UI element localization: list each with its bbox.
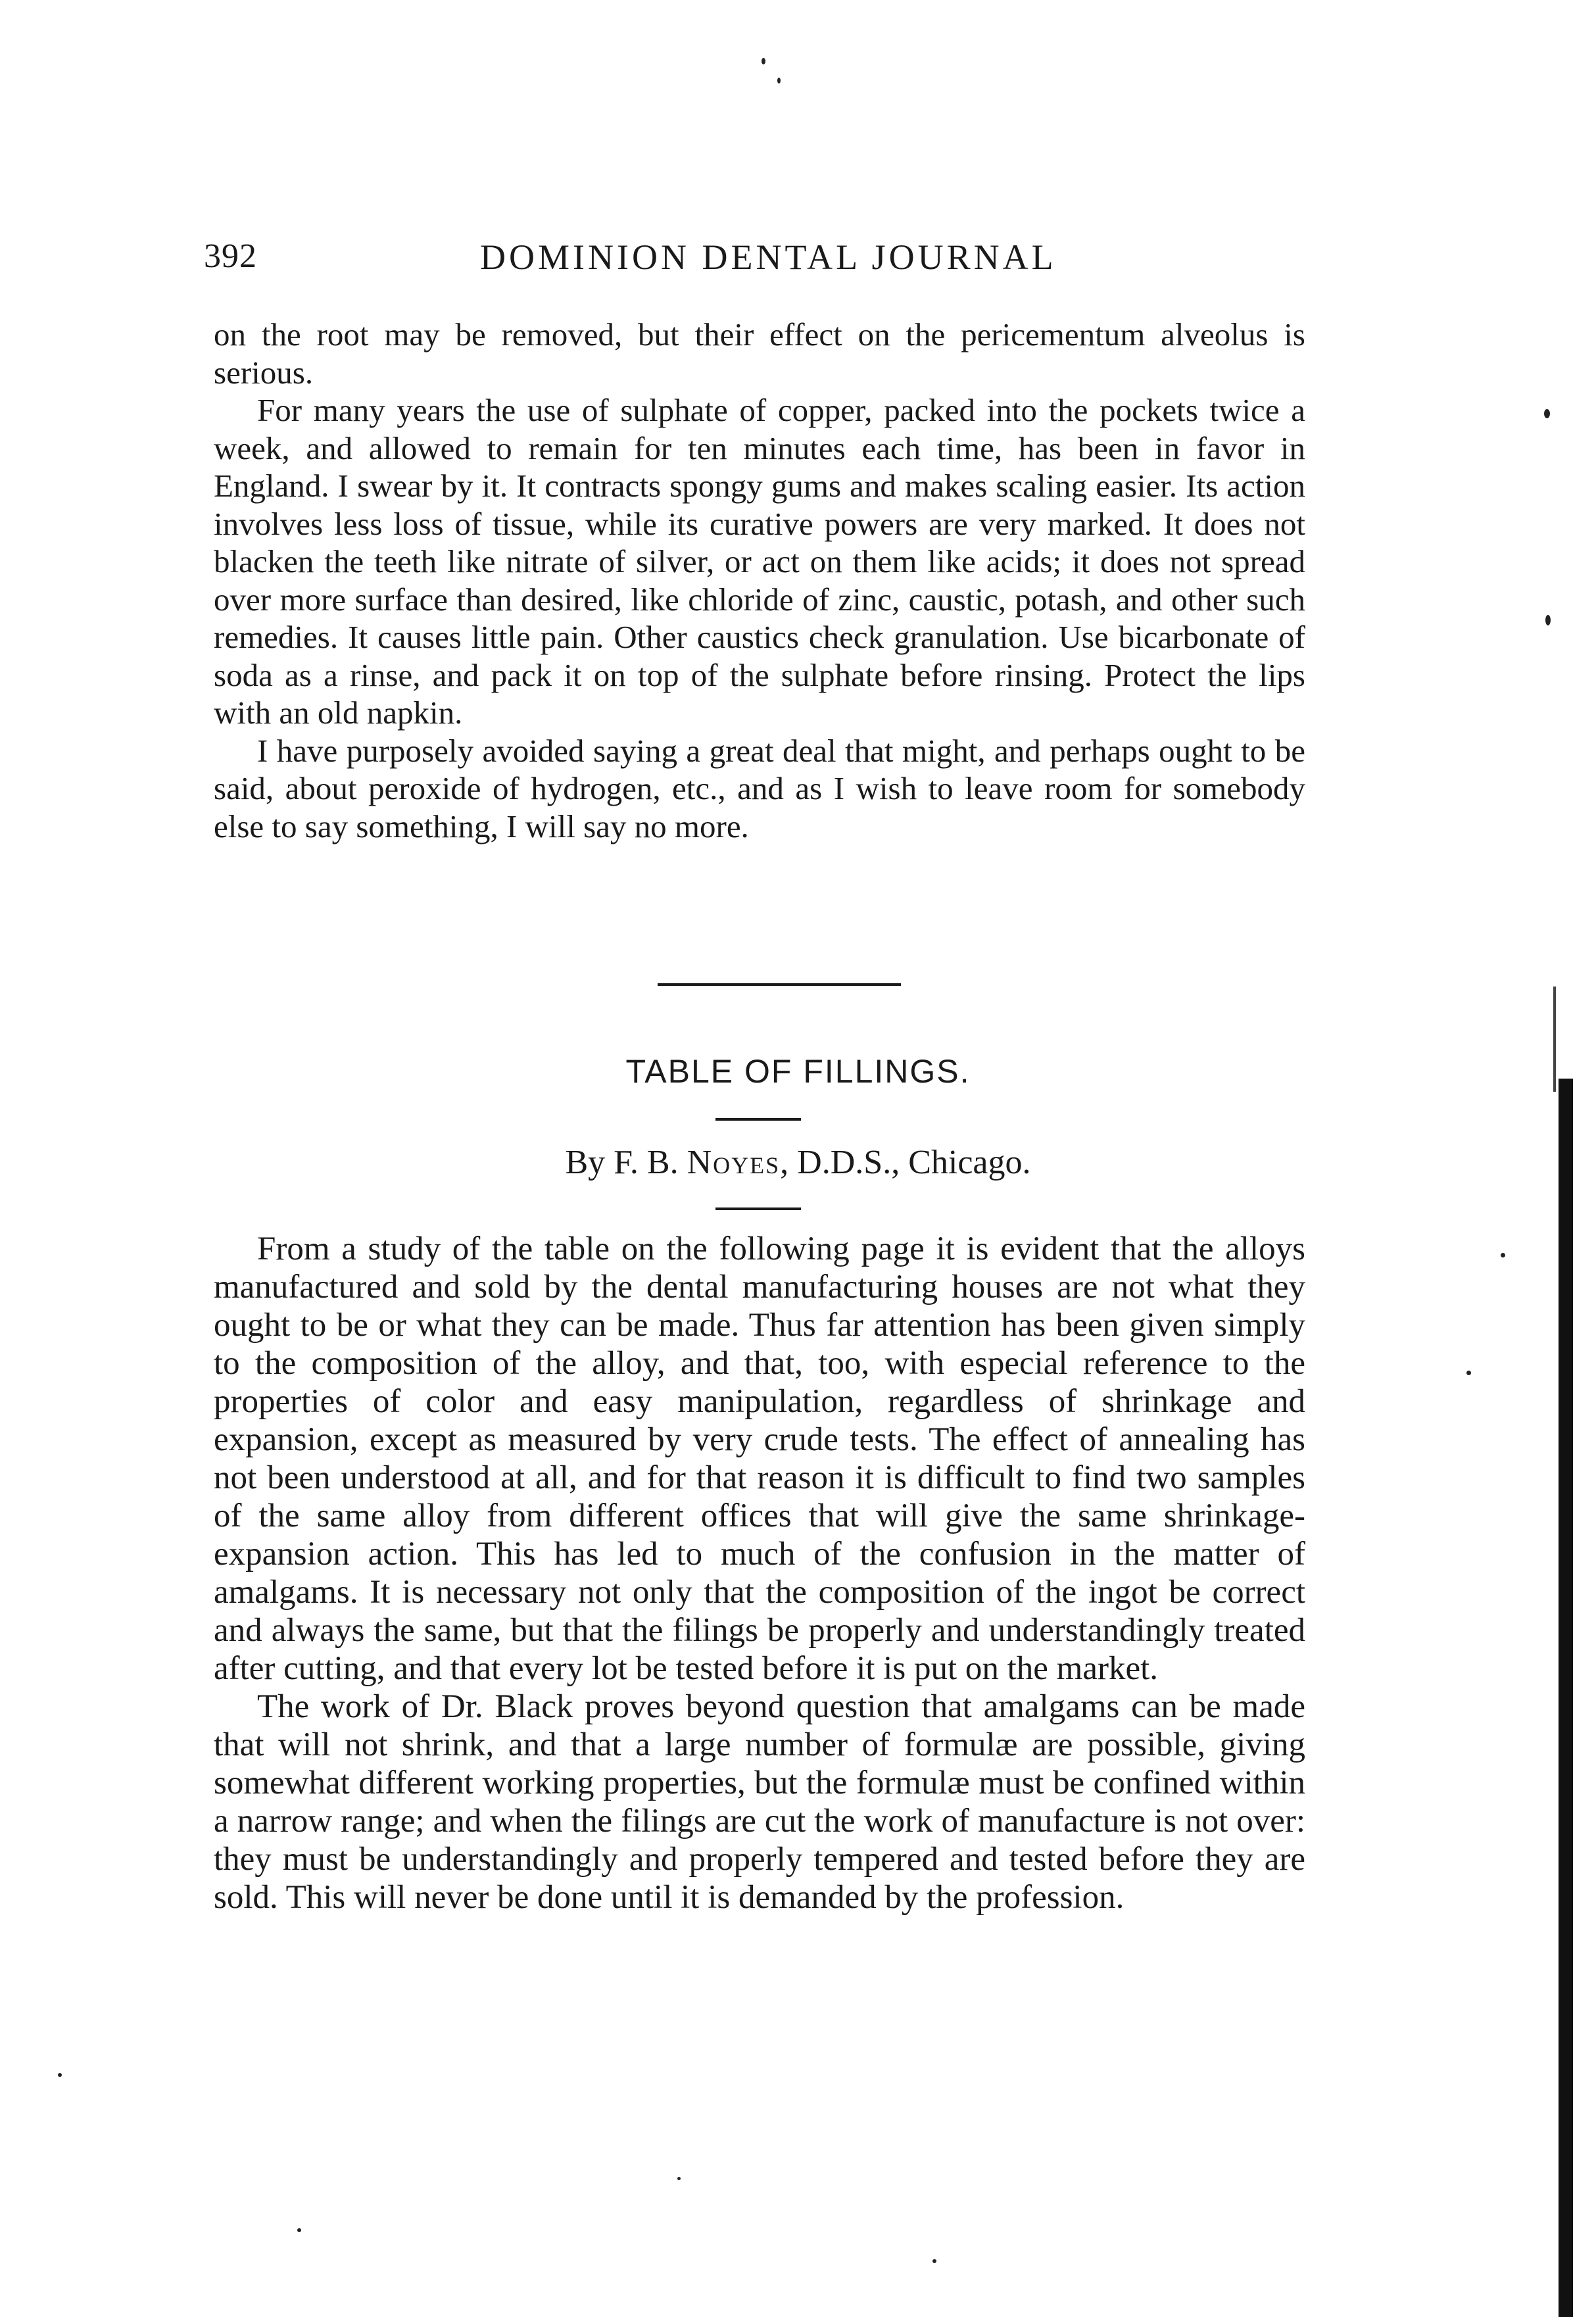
section-separator [658,983,901,986]
scan-speck [777,78,781,84]
scan-speck [297,2228,301,2232]
scan-speck [762,58,765,64]
paragraph: The work of Dr. Black proves beyond question that amalgams can be made that will not shrink, and that a large number of formulæ are possible, giving somewhat different working properties, but the formulæ must be confined within a narrow range; and when the filings are cut the work of manufacture is not over: they must be understandingly and properly tempered and tested before they are sold. This will never be done until it is demanded by the profession. [214,1688,1305,1916]
byline-prefix: By F. B. [565,1144,679,1181]
author-name: Noyes [687,1144,781,1181]
paragraph: on the root may be removed, but their effect on the pericementum alveolus is serious. [214,316,1305,391]
scan-speck [677,2177,681,2180]
scan-speck [1545,615,1551,625]
scan-speck [58,2073,62,2077]
binding-shadow-line [1553,987,1556,1092]
article-title: TABLE OF FILLINGS. [625,1053,971,1090]
running-head: DOMINION DENTAL JOURNAL [480,237,1057,277]
scan-speck [1466,1371,1471,1375]
paragraph: From a study of the table on the following page it is evident that the alloys manufactured and sold by the dental manufacturing houses are not what they ought to be or what they can be made. Thus far attention has been given simply to the composition of the alloy, and that, too, with especial reference to the properties of color and easy manipulation, regardless of shrinkage and expansion, except as measured by very crude tests. The effect of annealing has not been understood at all, and for that reason it is difficult to find two samples of the same alloy from different offices that will give the same shrinkage-expansion action. This has led to much of the confusion in the matter of amalgams. It is necessary not only that the composition of the ingot be correct and always the same, but that the filings be properly and understandingly treated after cutting, and that every lot be tested before it is put on the market. [214,1231,1305,1687]
scan-speck [932,2259,936,2263]
scan-speck [1544,409,1550,418]
binding-shadow [1559,1079,1573,2317]
byline-suffix: , D.D.S., Chicago. [780,1144,1031,1181]
paragraph: For many years the use of sulphate of copper, packed into the pockets twice a week, and allowed to remain for ten minutes each time, has been in favor in England. I swear by it. It contracts spongy gums and makes scaling easier. Its action involves less loss of tissue, while its curative powers are very marked. It does not blacken the teeth like nitrate of silver, or act on them like acids; it does not spread over more surface than desired, like chloride of zinc, caustic, potash, and other such remedies. It causes little pain. Other caustics check granulation. Use bicarbonate of soda as a rinse, and pack it on top of the sulphate before rinsing. Protect the lips with an old napkin. [214,392,1305,731]
article-byline [0,1143,1596,1182]
title-rule [715,1118,801,1121]
page-number: 392 [204,237,257,275]
continued-text [214,316,1305,845]
article-body [214,1230,1305,1916]
scan-speck [1501,1253,1505,1257]
byline-rule [715,1207,801,1210]
paragraph: I have purposely avoided saying a great deal that might, and perhaps ought to be said, about peroxide of hydrogen, etc., and as I wish to leave room for somebody else to say something, I will say no more. [214,732,1305,844]
page-header [204,237,1322,289]
